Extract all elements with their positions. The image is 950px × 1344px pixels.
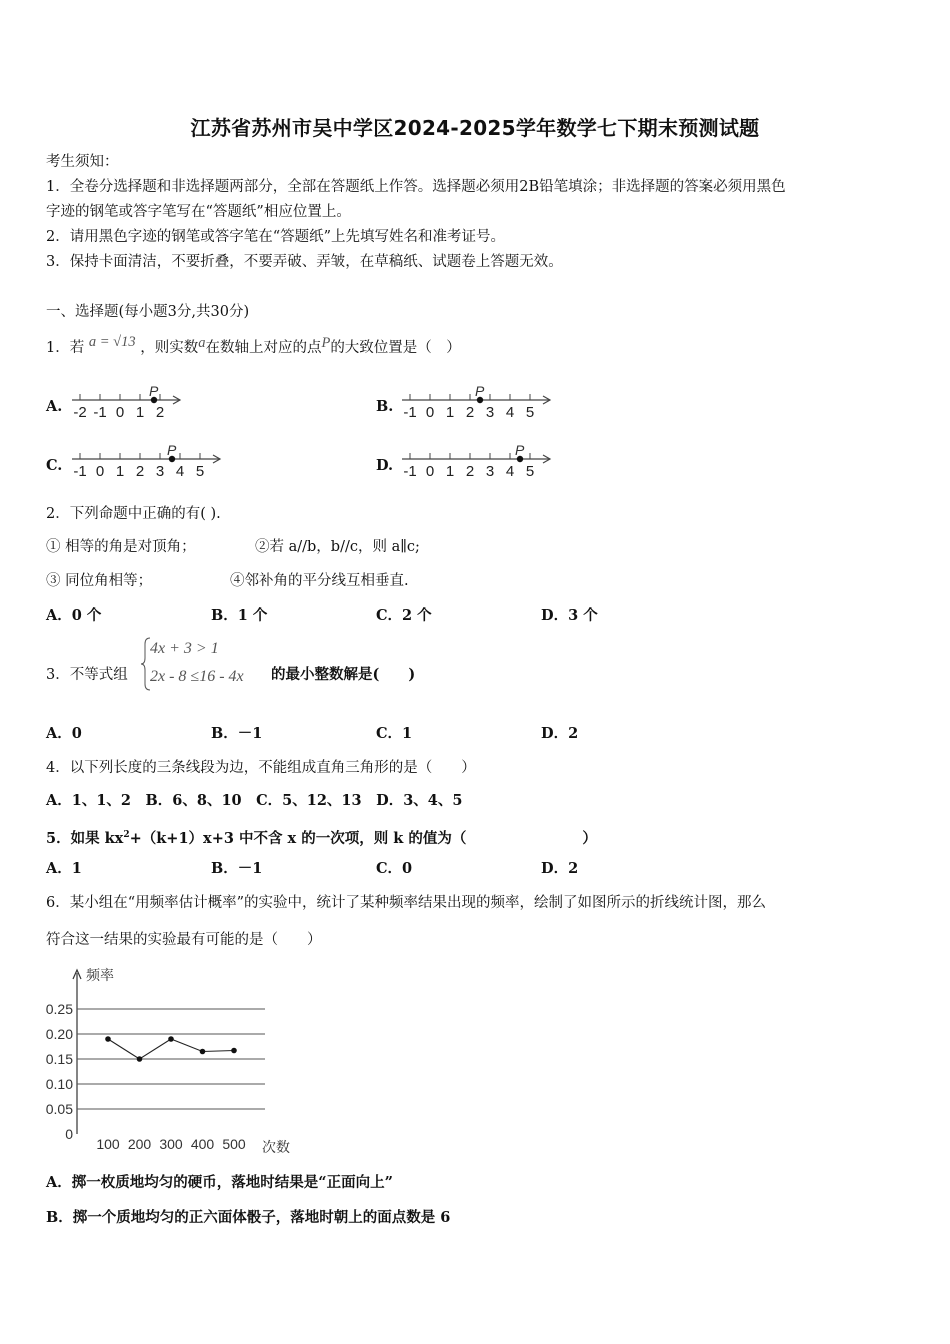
data-point (105, 1036, 111, 1042)
number-line-tick-label: 2 (465, 463, 475, 480)
number-line-tick-label: 0 (425, 463, 435, 480)
q1-option-d-letter[interactable]: D. (376, 457, 394, 474)
notice-item-1-cont: 字迹的钢笔或答字笔写在“答题纸”相应位置上。 (46, 204, 351, 220)
q3-inequality-2: 2x - 8 ≤16 - 4x (150, 668, 244, 685)
section-heading: 一、选择题(每小题3分,共30分) (46, 304, 250, 320)
q1-option-b-numberline (400, 378, 570, 424)
point-p-label: P (515, 442, 525, 458)
y-tick-label: 0 (65, 1126, 73, 1142)
question-2: 2．下列命题中正确的有( ). (46, 506, 221, 522)
q6-option-a[interactable]: A．掷一枚质地均匀的硬币，落地时结果是“正面向上” (46, 1174, 393, 1191)
q1-pre: 若 (69, 340, 85, 356)
question-1 (46, 334, 461, 358)
number-line-tick-label: 3 (485, 404, 495, 421)
q5-stem-post: +（k+1）x+3 中不含 x 的一次项，则 k 的值为（ ） (129, 829, 597, 847)
q3-inequality-1: 4x + 3 > 1 (150, 640, 219, 657)
q3-option-c[interactable]: C．1 (376, 725, 413, 742)
q5-stem-pre: 5．如果 kx (46, 829, 124, 847)
y-tick-label: 0.20 (45, 1026, 73, 1042)
question-6-line-1: 6．某小组在“用频率估计概率”的实验中，统计了某种频率结果出现的频率，绘制了如图所示的折线统计图，那么 (46, 895, 767, 911)
number-line-tick-label: 4 (175, 463, 185, 480)
x-tick-label: 500 (222, 1136, 246, 1152)
point-p-label: P (167, 442, 177, 458)
q2-statement-1: ① 相等的角是对顶角； (46, 539, 196, 555)
q1-number: 1． (46, 340, 70, 356)
question-3-label: 3．不等式组 (46, 667, 128, 683)
q2-statement-4: ④邻补角的平分线互相垂直. (230, 573, 409, 589)
q1-var-a: a (198, 335, 206, 351)
number-line-tick-label: 0 (115, 404, 125, 421)
q1-option-c-numberline (70, 437, 240, 483)
number-line-tick-label: 0 (425, 404, 435, 421)
frequency-series-line (108, 1039, 234, 1059)
notice-item-2: 2．请用黑色字迹的钢笔或答字笔在“答题纸”上先填写姓名和准考证号。 (46, 229, 506, 245)
point-p-label: P (475, 383, 485, 399)
q4-options[interactable]: A．1、1、2 B．6、8、10 C．5、12、13 D．3、4、5 (46, 792, 463, 809)
q5-option-d[interactable]: D．2 (541, 860, 579, 877)
q1-post: 的大致位置是（ ） (330, 340, 461, 356)
q5-option-a[interactable]: A．1 (46, 860, 82, 877)
data-point (200, 1049, 206, 1055)
q1-mid2: 在数轴上对应的点 (205, 340, 322, 356)
question-6-line-2: 符合这一结果的实验最有可能的是（ ） (46, 932, 322, 948)
q1-option-a-letter[interactable]: A. (46, 398, 63, 415)
number-line-tick-label: 4 (505, 463, 515, 480)
y-tick-label: 0.05 (45, 1101, 73, 1117)
y-axis-label: 频率 (86, 967, 114, 983)
number-line-tick-label: -1 (93, 404, 107, 421)
q3-option-a[interactable]: A．0 (46, 725, 82, 742)
q2-statement-2: ②若 a//b，b//c，则 a∥c; (255, 539, 420, 555)
point-p-label: P (149, 383, 159, 399)
x-tick-label: 200 (127, 1136, 152, 1152)
number-line-tick-label: 3 (155, 463, 165, 480)
x-tick-label: 100 (96, 1136, 120, 1152)
q1-option-c-letter[interactable]: C. (46, 457, 63, 474)
q1-option-a-numberline (70, 378, 220, 424)
q2-statement-3: ③ 同位角相等； (46, 573, 153, 589)
y-tick-label: 0.15 (45, 1051, 73, 1067)
q1-option-b-letter[interactable]: B. (376, 398, 394, 415)
question-5 (46, 825, 597, 849)
notice-heading: 考生须知： (46, 154, 119, 170)
q5-superscript: 2 (123, 830, 130, 840)
number-line-tick-label: 4 (505, 404, 515, 421)
number-line-tick-label: 5 (525, 463, 535, 480)
q6-option-b[interactable]: B．掷一个质地均匀的正六面体骰子，落地时朝上的面点数是 6 (46, 1209, 451, 1226)
q3-option-d[interactable]: D．2 (541, 725, 579, 742)
q2-option-d[interactable]: D．3 个 (541, 607, 598, 624)
frequency-line-chart (40, 963, 310, 1163)
number-line-tick-label: 2 (465, 404, 475, 421)
q5-option-b[interactable]: B．－1 (211, 860, 263, 877)
number-line-tick-label: -1 (403, 404, 417, 421)
number-line-tick-label: 1 (445, 463, 455, 480)
number-line-tick-label: -1 (403, 463, 417, 480)
q2-option-b[interactable]: B．1 个 (211, 607, 268, 624)
y-tick-label: 0.10 (45, 1076, 73, 1092)
data-point (168, 1036, 174, 1042)
notice-item-1: 1．全卷分选择题和非选择题两部分，全部在答题纸上作答。选择题必须用2B铅笔填涂；非选择题的答案必须用黑色 (46, 179, 786, 195)
number-line-tick-label: -1 (73, 463, 87, 480)
data-point (137, 1056, 143, 1062)
number-line-tick-label: 1 (135, 404, 145, 421)
q1-mid: ，则实数 (140, 340, 199, 356)
number-line-tick-label: 1 (115, 463, 125, 480)
question-4: 4．以下列长度的三条线段为边，不能组成直角三角形的是（ ） (46, 760, 476, 776)
q2-option-a[interactable]: A．0 个 (46, 607, 102, 624)
number-line-tick-label: 1 (445, 404, 455, 421)
y-tick-label: 0.25 (45, 1001, 73, 1017)
number-line-tick-label: 5 (525, 404, 535, 421)
q3-option-b[interactable]: B．－1 (211, 725, 263, 742)
number-line-tick-label: -2 (73, 404, 87, 421)
data-point (231, 1048, 237, 1054)
number-line-tick-label: 5 (195, 463, 205, 480)
q1-var-p: P (321, 335, 331, 351)
q2-option-c[interactable]: C．2 个 (376, 607, 432, 624)
notice-item-3: 3．保持卡面清洁，不要折叠，不要弄破、弄皱，在草稿纸、试题卷上答题无效。 (46, 254, 563, 270)
number-line-tick-label: 3 (485, 463, 495, 480)
q3-post: 的最小整数解是( ) (271, 666, 416, 683)
q1-formula: a = √13 (88, 334, 136, 350)
number-line-tick-label: 2 (135, 463, 145, 480)
x-axis-label: 次数 (262, 1139, 290, 1155)
number-line-tick-label: 0 (95, 463, 105, 480)
x-tick-label: 400 (190, 1136, 215, 1152)
x-tick-label: 300 (159, 1136, 183, 1152)
q5-option-c[interactable]: C．0 (376, 860, 413, 877)
number-line-tick-label: 2 (155, 404, 165, 421)
q1-option-d-numberline (400, 437, 570, 483)
page-title: 江苏省苏州市吴中学区2024-2025学年数学七下期末预测试题 (190, 116, 760, 140)
